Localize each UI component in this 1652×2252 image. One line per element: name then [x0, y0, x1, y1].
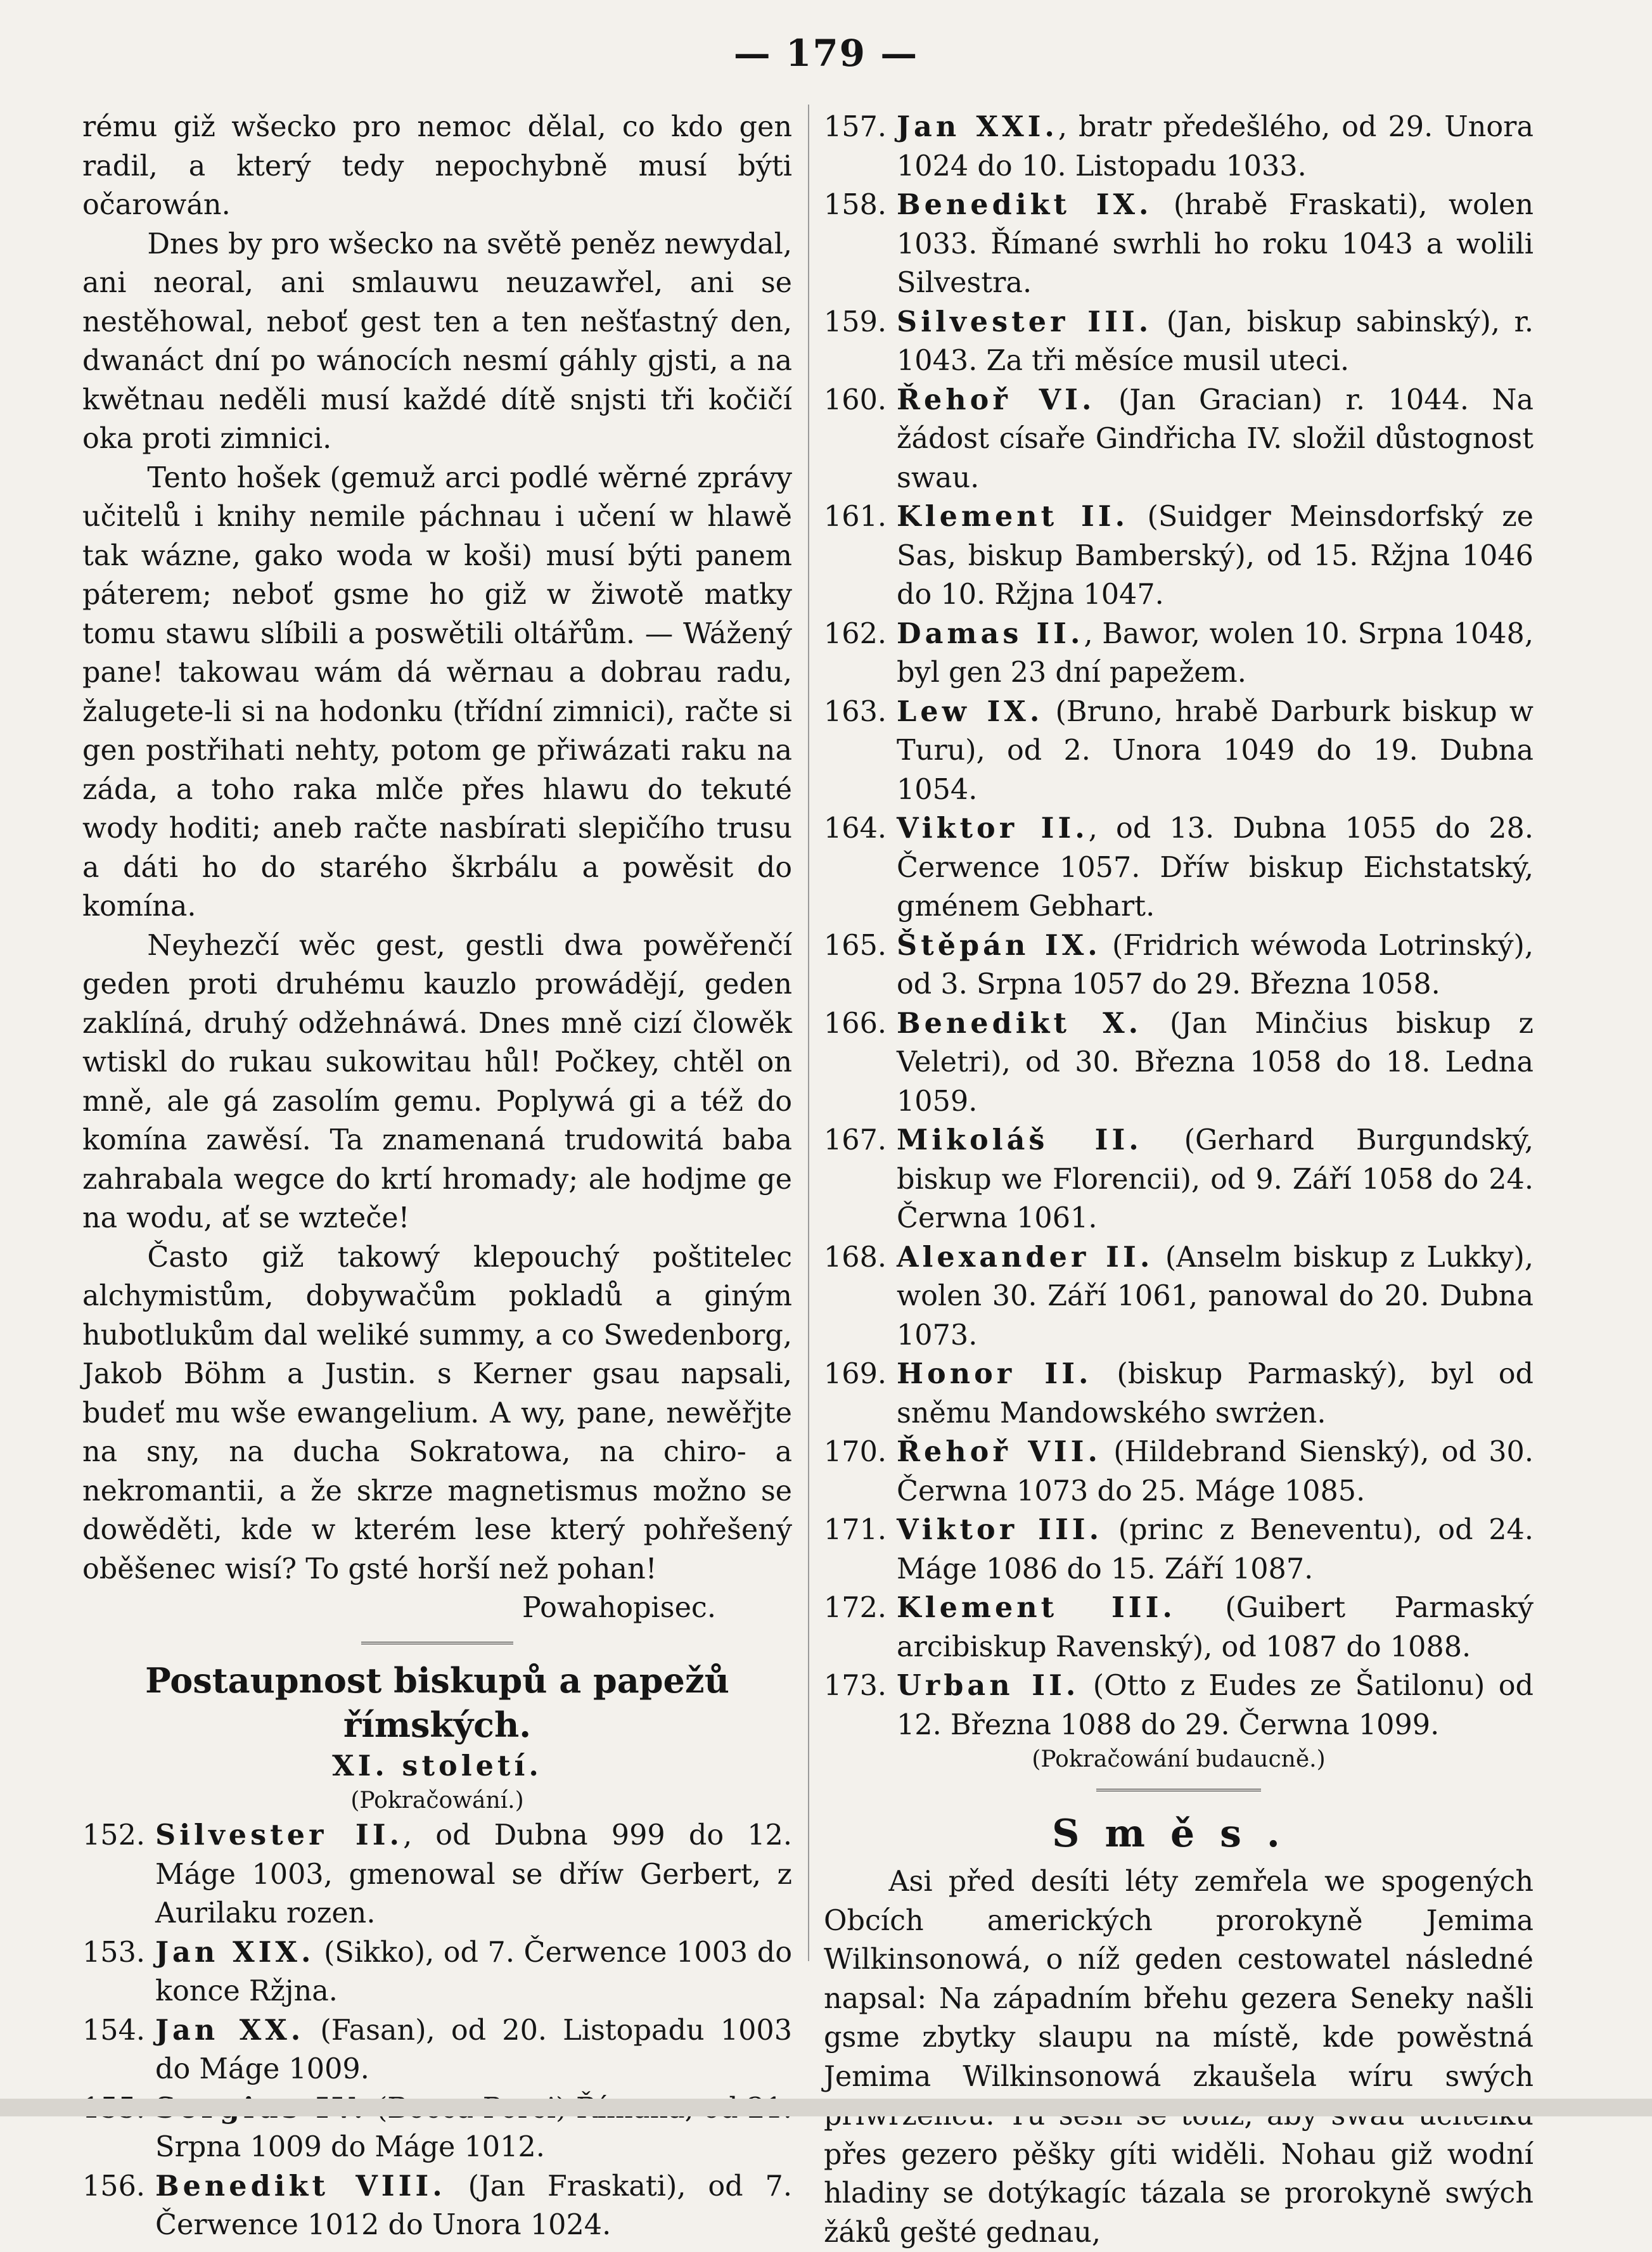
entry-text: (Fasan), od 20. Listopadu 1003 do Máge 1009.	[155, 2014, 793, 2085]
pope-name: Jan XXI.	[897, 110, 1058, 143]
entry-text: (Jan, biskup sabinský), r. 1043. Za tři měsíce musil uteci.	[897, 305, 1534, 377]
entry-text: (Otto z Eudes ze Šatilonu) od 12. Března 1088 do 29. Čerwna 1099.	[897, 1670, 1534, 1741]
list-item	[824, 1121, 1534, 1238]
section-heading: Postaupnost biskupů a papežů římských.	[145, 1660, 729, 1745]
entry-text: (princ z Beneventu), od 24. Máge 1086 do 15. Září 1087.	[897, 1514, 1534, 1585]
list-item	[824, 1589, 1534, 1667]
list-item	[824, 809, 1534, 926]
paragraph: Neyhezčí wěc gest, gestli dwa powěřenčí geden proti druhému kauzlo prowádějí, geden zaklíná, druhý odžehnáwá. Dnes mně cizí člowěk wtiskl do rukau sukowitau hůl! Počkey, chtěl on mně, ale gá zasolím gemu. Poplywá gi a též do komína zawěsí. Ta znamenaná trudowitá baba zahrabala wegce do krtí hromady; ale hodjme ge na wodu, ať se wzteče!	[82, 929, 792, 1234]
pope-name: Klement III.	[897, 1591, 1176, 1624]
pope-name: Mikoláš II.	[897, 1123, 1143, 1156]
list-item	[824, 108, 1534, 186]
entry-text: Srpna 1009 do Máge 1012.	[155, 2131, 545, 2163]
pope-name: Lew IX.	[897, 694, 1044, 728]
entry-number: 165.	[824, 929, 887, 962]
entry-number: 173.	[824, 1670, 887, 1702]
left-column	[82, 108, 792, 2245]
paragraph: Často giž takowý klepouchý poštitelec alchymistům, dobywačům pokladů a giným hubotlukům dal weliké summy, a co Swedenborg, Jakob Böhm a Justin. s Kerner gsau napsali, budeť mu wše ewangelium. A wy, pane, newěřjte na sny, na ducha Sokratowa, na chiro- a nekromantii, a že skrze magnetismus možno se dowěděti, kde w kterém lese který pohřešený oběšenec wisí? To gsté horší než pohan!	[82, 1241, 792, 1585]
entry-number: 168.	[824, 1241, 887, 1274]
entry-text: , od 13. Dubna 1055 do 28. Čerwence 1057. Dříw biskup Eichstatský, gménem Gebhart.	[897, 812, 1534, 923]
pope-name: Urban II.	[897, 1669, 1080, 1702]
entry-text: (Anselm biskup z Lukky), wolen 30. Září 1061, panowal do 20. Dubna 1073.	[897, 1241, 1534, 1352]
list-item	[82, 1933, 792, 2011]
pope-name: Silvester III.	[897, 305, 1153, 338]
entry-text: (Guibert Parmaský arcibiskup Ravenský), od 1087 do 1088.	[897, 1592, 1534, 1663]
list-item	[824, 615, 1534, 693]
pope-name: Viktor III.	[897, 1513, 1103, 1546]
entry-number: 169.	[824, 1358, 887, 1390]
entry-text: (Gerhard Burgundský, biskup we Florencii), od 9. Září 1058 do 24. Čerwna 1061.	[897, 1124, 1534, 1234]
entry-text: (Jan Fraskati), od 7. Čerwence 1012 do Unora 1024.	[155, 2170, 792, 2241]
pope-name: Benedikt IX.	[897, 188, 1153, 221]
entry-number: 172.	[824, 1592, 887, 1624]
list-item	[824, 1667, 1534, 1744]
list-item	[824, 497, 1534, 615]
page-edge	[0, 2099, 1652, 2116]
entry-text: (Jan Gracian) r. 1044. Na žádost císaře Gindřicha IV. složil důstognost swau.	[897, 383, 1534, 494]
list-item	[82, 1816, 792, 1933]
pope-name: Klement II.	[897, 500, 1129, 533]
entry-text: (Fridrich wéwoda Lotrinský), od 3. Srpna 1057 do 29. Března 1058.	[897, 929, 1534, 1001]
section-rule	[1096, 1789, 1261, 1791]
pope-name: Štěpán IX.	[897, 928, 1101, 962]
list-item	[824, 1004, 1534, 1122]
entry-text: (Sikko), od 7. Čerwence 1003 do konce Ržjna.	[155, 1936, 792, 2007]
entry-text: , od Dubna 999 do 12. Máge 1003, gmenowal se dříw Gerbert, z Aurilaku rozen.	[155, 1819, 792, 1929]
paragraph: Dnes by pro wšecko na světě peněz newydal, ani neoral, ani smlauwu neuzawřel, ani se nestěhowal, neboť gest ten a ten nešťastný den, dwanáct dní po wánocích nesmí gáhly gjsti, a na kwětnau neděli musí každé dítě snjsti tři kočičí oka proti zimnici.	[82, 227, 792, 455]
section-rule	[361, 1642, 513, 1644]
century-heading: XI. století.	[332, 1749, 542, 1782]
entry-text: (Suidger Meinsdorfský ze Sas, biskup Bamberský), od 15. Ržjna 1046 do 10. Ržjna 1047.	[897, 501, 1534, 611]
continuation-note: (Pokračowání budaucně.)	[1032, 1746, 1326, 1772]
entry-number: 158.	[824, 189, 887, 221]
entry-text: (hrabě Fraskati), wolen 1033. Římané swrhli ho roku 1043 a wolili Silvestra.	[897, 189, 1534, 299]
entry-text: (Hildebrand Sienský), od 30. Čerwna 1073 do 25. Máge 1085.	[897, 1436, 1534, 1507]
entry-number: 166.	[824, 1007, 887, 1040]
entry-text: (Bruno, hrabě Darburk biskup w Turu), od 2. Unora 1049 do 19. Dubna 1054.	[897, 695, 1534, 806]
column-divider	[808, 105, 809, 1961]
entry-number: 162.	[824, 617, 887, 650]
list-item	[824, 1511, 1534, 1589]
entry-text: , bratr předešlého, od 29. Unora 1024 do 10. Listopadu 1033.	[897, 111, 1534, 182]
entry-number: 156.	[82, 2170, 146, 2203]
list-item	[824, 926, 1534, 1004]
entry-number: 167.	[824, 1124, 887, 1156]
page-number: — 179 —	[733, 32, 919, 75]
list-item	[824, 381, 1534, 498]
entry-number: 164.	[824, 812, 887, 845]
list-item	[82, 2167, 792, 2245]
entry-number: 154.	[82, 2014, 146, 2047]
entry-number: 171.	[824, 1514, 887, 1546]
pope-name: Honor II.	[897, 1357, 1092, 1390]
pope-name: Řehoř VI.	[897, 383, 1096, 416]
entry-text: , Bawor, wolen 10. Srpna 1048, byl gen 23 dní papežem.	[897, 617, 1534, 689]
pope-name: Damas II.	[897, 617, 1084, 650]
list-item	[824, 186, 1534, 303]
pope-name: Jan XIX.	[155, 1935, 315, 1969]
entry-number: 157.	[824, 111, 887, 143]
pope-name: Benedikt X.	[897, 1006, 1143, 1040]
pope-name: Alexander II.	[897, 1240, 1154, 1274]
paragraph: rému giž wšecko pro nemoc dělal, co kdo gen radil, a který tedy nepochybně musí býti očarowán.	[82, 111, 792, 221]
entry-number: 161.	[824, 501, 887, 533]
signature: Powahopisec.	[522, 1592, 716, 1624]
list-item	[824, 1355, 1534, 1433]
entry-text: (biskup Parmaský), byl od sněmu Mandowského swrżen.	[897, 1358, 1534, 1430]
entry-number: 160.	[824, 383, 887, 416]
pope-name: Řehoř VII.	[897, 1435, 1101, 1468]
entry-number: 170.	[824, 1436, 887, 1468]
pope-name: Jan XX.	[155, 2013, 305, 2047]
paragraph: Tento hošek (gemuž arci podlé wěrné zprávy učitelů i knihy nemile páchnau i učení w hlawě tak wázne, gako woda w koši) musí býti panem páterem; neboť gsme ho giž w žiwotě matky tomu stawu slíbili a poswětili oltářům. — Wážený pane! takowau wám dá wěrnau a dobrau radu, žalugete-li si na hodonku (třídní zimnici), račte si gen postřihati nehty, potom ge přiwázati raku na záda, a toho raka mlče přes hlawu do tekuté wody hoditi; aneb račte nasbírati slepičího trusu a dáti ho do starého škrbálu a powěsit do komína.	[82, 461, 792, 923]
list-item	[824, 693, 1534, 810]
list-item	[824, 1433, 1534, 1511]
entry-number: 153.	[82, 1936, 146, 1969]
continuation-note: (Pokračowání.)	[350, 1788, 524, 1814]
list-item	[82, 2011, 792, 2089]
section-heading: Směs.	[1052, 1812, 1305, 1856]
pope-name: Viktor II.	[897, 812, 1089, 845]
pope-name: Silvester II.	[155, 1819, 404, 1852]
list-item	[824, 1238, 1534, 1355]
entry-text: (Jan Minčius biskup z Veletri), od 30. Března 1058 do 18. Ledna 1059.	[897, 1007, 1534, 1118]
entry-number: 159.	[824, 305, 887, 338]
entry-number: 152.	[82, 1819, 146, 1852]
pope-name: Benedikt VIII.	[155, 2169, 446, 2203]
right-column	[824, 108, 1534, 2252]
list-item	[824, 303, 1534, 381]
paragraph: Asi před desíti léty zemřela we spogených Obcích amerických prorokyně Jemima Wilkinsonowá, o níž geden cestowatel následné napsal: Na západním břehu gezera Seneky našli gsme zbytky slaupu na místě, kde powěstná Jemima Wilkinsonowá zkaušela wíru swých přes gezero pěšky gíti widěli. Nohau giž wodní hladiny se dotýkagíc tázala se prorokyně swých žáků gešté gednau,	[824, 1865, 1534, 2249]
entry-number: 163.	[824, 695, 887, 728]
